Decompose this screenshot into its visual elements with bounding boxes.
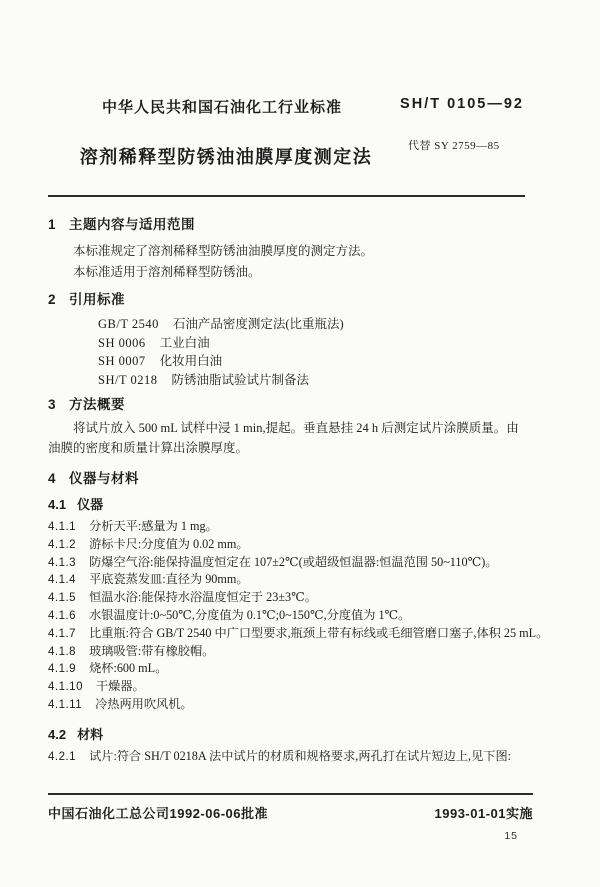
clause-text: 比重瓶:符合 GB/T 2540 中广口型要求,瓶颈上带有标线或毛细管磨口塞子,体积 25 mL。	[89, 625, 549, 640]
section-4-1-heading	[48, 494, 524, 513]
clause-text: 试片:符合 SH/T 0218A 法中试片的材质和规格要求,两孔打在试片短边上,见下图:	[89, 748, 512, 763]
section-1-heading	[48, 213, 524, 233]
section-1-paragraph-2: 本标准适用于溶剂稀释型防锈油。	[73, 264, 261, 279]
section-2-heading	[48, 288, 524, 308]
section-1-body	[48, 241, 524, 282]
section-4-2-number: 4.2	[48, 726, 67, 742]
page-number: 15	[504, 830, 518, 842]
clause-number: 4.1.5	[48, 592, 77, 605]
section-2-title: 引用标准	[69, 292, 126, 307]
approval-note: 中国石油化工总公司1992-06-06批准	[48, 806, 268, 821]
reference-code: SH/T 0218	[98, 372, 158, 387]
clause-4-1-6	[48, 607, 524, 625]
clause-4-1-10	[48, 678, 524, 696]
clause-text: 分析天平:感量为 1 mg。	[89, 519, 218, 533]
material-list	[48, 748, 524, 766]
clause-number: 4.2.1	[48, 750, 77, 763]
section-3-number: 3	[48, 397, 57, 412]
clause-4-1-1	[48, 518, 524, 536]
header-rule	[48, 195, 525, 197]
section-1-title: 主题内容与适用范围	[69, 217, 196, 232]
page-footer	[48, 793, 533, 842]
clause-text: 干燥器。	[95, 679, 145, 694]
section-3-title: 方法概要	[69, 397, 126, 412]
clause-number: 4.1.3	[48, 556, 77, 569]
clause-number: 4.1.6	[48, 609, 77, 622]
section-4-1-number: 4.1	[48, 497, 67, 512]
clause-4-1-9	[48, 660, 524, 678]
section-4-2-title: 材料	[77, 726, 104, 742]
footer-rule	[48, 793, 533, 795]
section-1-paragraph-1: 本标准规定了溶剂稀释型防锈油油膜厚度的测定方法。	[73, 244, 374, 258]
reference-name: 工业白油	[159, 335, 210, 350]
clause-text: 烧杯:600 mL。	[89, 661, 168, 676]
section-3-heading	[48, 393, 524, 413]
standard-org-line: 中华人民共和国石油化工行业标准	[102, 99, 343, 116]
clause-4-1-8	[48, 643, 524, 661]
clause-text: 平底瓷蒸发皿:直径为 90mm。	[89, 572, 249, 587]
section-4-title: 仪器与材料	[69, 471, 140, 486]
document-title: 溶剂稀释型防锈油油膜厚度测定法	[79, 147, 373, 167]
clause-text: 冷热两用吹风机。	[95, 696, 193, 711]
section-3-paragraph: 将试片放入 500 mL 试样中浸 1 min,提起。垂直悬挂 24 h 后测定试片涂膜质量。由油膜的密度和质量计算出涂膜厚度。	[48, 421, 519, 455]
clause-number: 4.1.4	[48, 574, 77, 587]
reference-name: 防锈油脂试验试片制备法	[171, 372, 310, 387]
clause-4-1-11	[48, 696, 524, 714]
section-4-heading	[48, 467, 524, 487]
reference-item	[48, 352, 524, 371]
clause-text: 游标卡尺:分度值为 0.02 mm。	[89, 536, 249, 551]
clause-number: 4.1.10	[48, 681, 83, 694]
reference-code: SH 0007	[98, 354, 146, 368]
reference-code: GB/T 2540	[98, 317, 159, 331]
clause-4-1-7	[48, 625, 549, 643]
apparatus-list	[48, 518, 549, 714]
clause-number: 4.1.1	[48, 521, 77, 533]
clause-4-1-2	[48, 536, 524, 554]
clause-number: 4.1.2	[48, 538, 77, 551]
reference-name: 化妆用白油	[159, 354, 223, 368]
section-2-number: 2	[48, 292, 57, 307]
section-1-number: 1	[48, 217, 57, 232]
clause-4-1-4	[48, 571, 524, 589]
header-row-2	[48, 137, 524, 169]
section-4-number: 4	[48, 471, 57, 486]
clause-4-1-3	[48, 554, 524, 572]
clause-number: 4.1.7	[48, 627, 77, 640]
footer-row	[48, 803, 533, 822]
reference-item	[48, 315, 524, 334]
reference-name: 石油产品密度测定法(比重瓶法)	[172, 317, 344, 331]
clause-text: 玻璃吸管:带有橡胶帽。	[89, 643, 215, 658]
reference-item	[48, 334, 524, 353]
implementation-note: 1993-01-01实施	[434, 806, 533, 821]
header-row-1	[48, 96, 524, 117]
clause-text: 恒温水浴:能保持水浴温度恒定于 23±3℃。	[89, 590, 317, 605]
replaces-note: 代替 SY 2759—85	[408, 140, 500, 152]
clause-4-2-1	[48, 748, 524, 766]
reference-item	[48, 371, 524, 390]
clause-text: 防爆空气浴:能保持温度恒定在 107±2℃(或超级恒温器:恒温范围 50~110℃)。	[89, 554, 498, 569]
standard-code: SH/T 0105—92	[400, 96, 524, 112]
clause-number: 4.1.8	[48, 645, 77, 658]
reference-code: SH 0006	[98, 335, 146, 350]
clause-text: 水银温度计:0~50℃,分度值为 0.1℃;0~150℃,分度值为 1℃。	[89, 607, 411, 622]
section-4-2-heading	[48, 724, 524, 743]
section-4-1-title: 仪器	[77, 497, 104, 512]
clause-4-1-5	[48, 589, 524, 607]
clause-number: 4.1.9	[48, 663, 77, 676]
reference-list	[48, 315, 524, 389]
clause-number: 4.1.11	[48, 698, 83, 711]
